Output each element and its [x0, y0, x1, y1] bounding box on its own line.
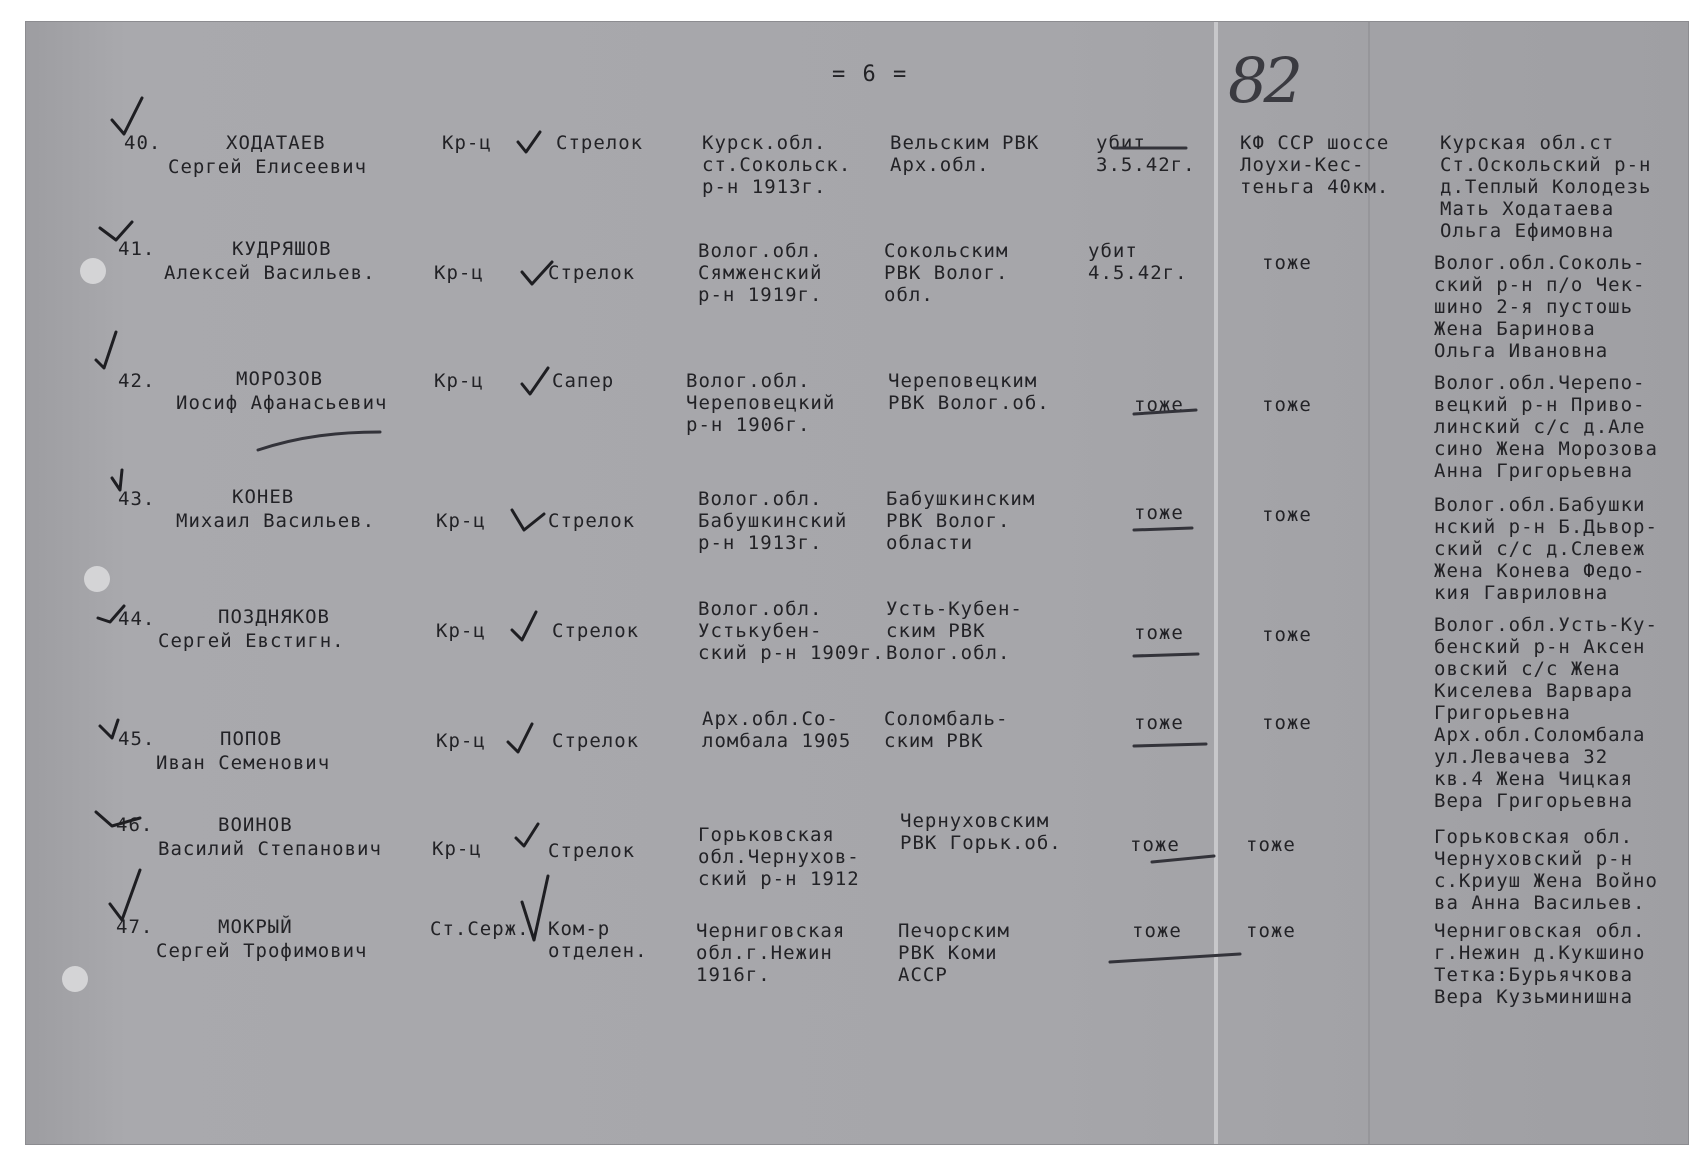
birthplace: Горьковская обл.Чернухов- ский р-н 1912 [698, 824, 860, 890]
row-number: 41. [118, 238, 156, 260]
row-number: 42. [118, 370, 156, 392]
burial-place: тоже [1262, 624, 1312, 646]
birthplace: Волог.обл. Череповецкий р-н 1906г. [686, 370, 836, 436]
role: Стрелок [552, 730, 640, 752]
draft-office: Сокольским РВК Волог. обл. [884, 240, 1009, 306]
fate: тоже [1134, 502, 1184, 524]
draft-office: Чернуховским РВК Горьк.об. [900, 810, 1062, 854]
surname: ВОИНОВ [218, 814, 293, 836]
relatives: Волог.обл.Усть-Ку- бенский р-н Аксен овский с/с Жена Киселева Варвара Григорьевна [1434, 614, 1658, 724]
given-name: Сергей Евстигн. [158, 630, 345, 652]
check-mark-icon [96, 332, 116, 368]
relatives: Курская обл.ст Ст.Оскольский р-н д.Теплый Колодезь Мать Ходатаева Ольга Ефимовна [1440, 132, 1652, 242]
underline [258, 432, 380, 450]
underline [1134, 654, 1198, 656]
check-mark-icon [112, 98, 142, 134]
given-name: Иван Семенович [156, 752, 331, 774]
row-number: 47. [116, 916, 154, 938]
surname: ХОДАТАЕВ [226, 132, 326, 154]
draft-office: Усть-Кубен- ским РВК Волог.обл. [886, 598, 1023, 664]
check-mark-icon [100, 222, 132, 240]
rank: Кр-ц [436, 730, 486, 752]
surname: КУДРЯШОВ [232, 238, 332, 260]
burial-place: тоже [1246, 834, 1296, 856]
check-mark-icon [98, 606, 124, 622]
row-number: 40. [124, 132, 162, 154]
fate: тоже [1132, 920, 1182, 942]
rank: Ст.Серж. [430, 918, 530, 940]
check-mark-icon [112, 470, 122, 490]
rank: Кр-ц [436, 620, 486, 642]
rank: Кр-ц [434, 370, 484, 392]
check-mark-icon [100, 720, 118, 738]
given-name: Алексей Васильев. [164, 262, 376, 284]
check-mark-icon [518, 132, 540, 152]
surname: КОНЕВ [232, 486, 295, 508]
check-mark-icon [512, 612, 536, 640]
surname: МОРОЗОВ [236, 368, 324, 390]
role: Стрелок [548, 840, 636, 862]
underline [1134, 744, 1206, 746]
role: Стрелок [548, 262, 636, 284]
birthplace: Курск.обл. ст.Сокольск. р-н 1913г. [702, 132, 852, 198]
birthplace: Волог.обл. Сямженский р-н 1919г. [698, 240, 823, 306]
page-number: = 6 = [832, 62, 909, 87]
given-name: Михаил Васильев. [176, 510, 376, 532]
given-name: Сергей Трофимович [156, 940, 368, 962]
underline [1134, 410, 1196, 414]
burial-place: тоже [1246, 920, 1296, 942]
relatives: Волог.обл.Соколь- ский р-н п/о Чек- шино 2-я пустошь Жена Баринова Ольга Ивановна [1434, 252, 1646, 362]
check-mark-icon [110, 870, 140, 920]
check-mark-icon [522, 368, 548, 394]
row-number: 44. [118, 608, 156, 630]
row-number: 43. [118, 488, 156, 510]
underline [1110, 954, 1240, 962]
birthplace: Черниговская обл.г.Нежин 1916г. [696, 920, 846, 986]
check-mark-icon [516, 824, 538, 846]
fate: тоже [1134, 712, 1184, 734]
role: Ком-р отделен. [548, 918, 648, 962]
rank: Кр-ц [436, 510, 486, 532]
birthplace: Волог.обл. Устькубен- ский р-н 1909г. [698, 598, 885, 664]
check-mark-icon [522, 876, 548, 940]
archive-number: 82 [1228, 44, 1299, 117]
given-name: Сергей Елисеевич [168, 156, 368, 178]
relatives: Волог.обл.Бабушки нский р-н Б.Дьвор- ский с/с д.Слевеж Жена Конева Федо- кия Гавриловна [1434, 494, 1658, 604]
surname: ПОПОВ [220, 728, 283, 750]
relatives: Горьковская обл. Чернуховский р-н с.Криуш Жена Войно ва Анна Васильев. [1434, 826, 1658, 914]
given-name: Василий Степанович [158, 838, 382, 860]
burial-place: тоже [1262, 394, 1312, 416]
role: Стрелок [548, 510, 636, 532]
check-mark-icon [508, 724, 532, 752]
draft-office: Череповецким РВК Волог.об. [888, 370, 1050, 414]
fate: убит 4.5.42г. [1088, 240, 1188, 284]
burial-place: КФ ССР шоссе Лоухи-Кес- теньга 40км. [1240, 132, 1390, 198]
role: Сапер [552, 370, 615, 392]
relatives: Черниговская обл. г.Нежин д.Кукшино Тетка:Бурьячкова Вера Кузьминишна [1434, 920, 1646, 1008]
burial-place: тоже [1262, 252, 1312, 274]
given-name: Иосиф Афанасьевич [176, 392, 388, 414]
burial-place: тоже [1262, 504, 1312, 526]
fate: тоже [1130, 834, 1180, 856]
check-mark-icon [522, 262, 552, 284]
draft-office: Вельским РВК Арх.обл. [890, 132, 1040, 176]
rank: Кр-ц [442, 132, 492, 154]
draft-office: Соломбаль- ским РВК [884, 708, 1009, 752]
check-mark-icon [512, 510, 544, 530]
rank: Кр-ц [432, 838, 482, 860]
relatives: Арх.обл.Соломбала ул.Левачева 32 кв.4 Жена Чицкая Вера Григорьевна [1434, 724, 1646, 812]
underline [1134, 528, 1192, 530]
underline [1152, 856, 1214, 862]
fate: тоже [1134, 622, 1184, 644]
role: Стрелок [556, 132, 644, 154]
fate: убит 3.5.42г. [1096, 132, 1196, 176]
birthplace: Арх.обл.Со- ломбала 1905 [702, 708, 852, 752]
surname: ПОЗДНЯКОВ [218, 606, 330, 628]
surname: МОКРЫЙ [218, 916, 293, 938]
fate: тоже [1134, 394, 1184, 416]
burial-place: тоже [1262, 712, 1312, 734]
check-mark-icon [96, 812, 140, 826]
row-number: 45. [118, 728, 156, 750]
row-number: 46. [116, 814, 154, 836]
draft-office: Печорским РВК Коми АССР [898, 920, 1010, 986]
birthplace: Волог.обл. Бабушкинский р-н 1913г. [698, 488, 848, 554]
rank: Кр-ц [434, 262, 484, 284]
role: Стрелок [552, 620, 640, 642]
relatives: Волог.обл.Черепо- вецкий р-н Приво- линский с/с д.Але сино Жена Морозова Анна Григорьевна [1434, 372, 1658, 482]
draft-office: Бабушкинским РВК Волог. области [886, 488, 1036, 554]
